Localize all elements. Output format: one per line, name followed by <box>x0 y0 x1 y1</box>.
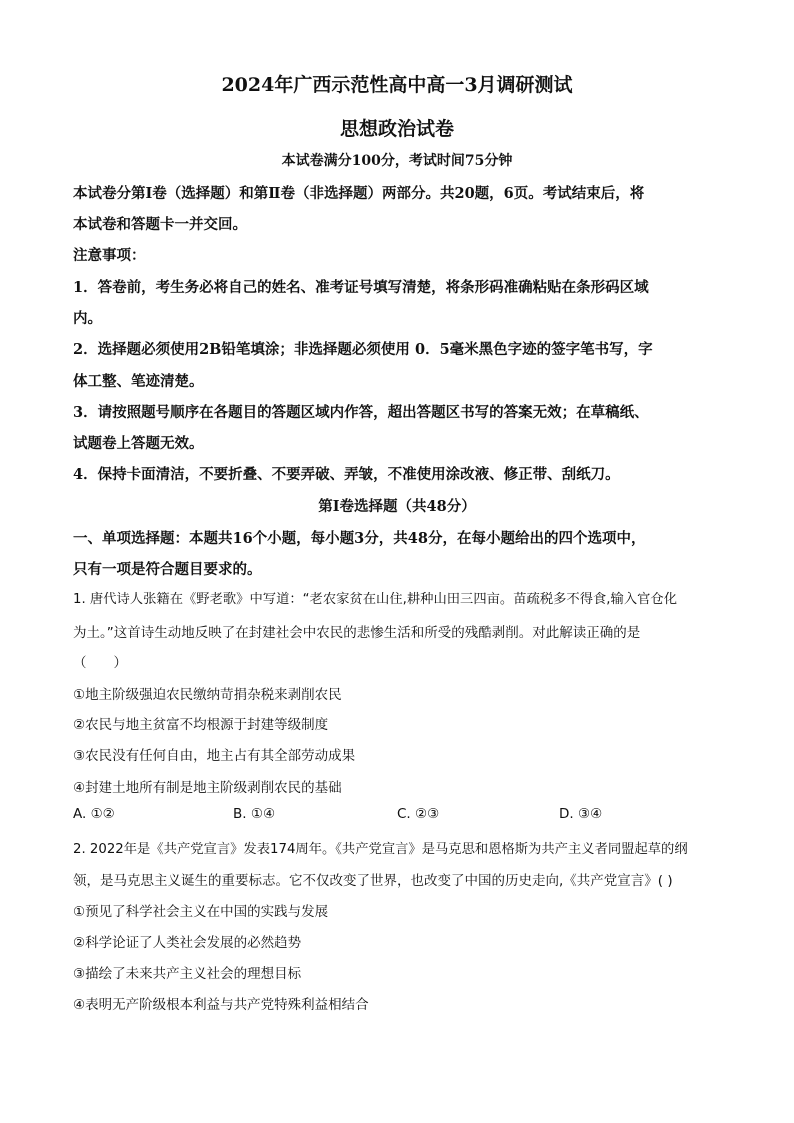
q2-stem-line-1: 2. 2022年是《共产党宣言》发表174周年。《共产党宣言》是马克思和恩格斯为共产主义者同盟起草的纲 <box>73 842 688 857</box>
note-2-cont: 体工整、笔迹清楚。 <box>73 373 204 390</box>
q2-stem-line-2: 领，是马克思主义诞生的重要标志。它不仅改变了世界，也改变了中国的历史走向,《共产党宣言》( ) <box>73 873 673 889</box>
q1-option-b: B. ①④ <box>233 806 276 822</box>
q1-option-d: D. ③④ <box>559 806 603 822</box>
intro-line-1: 本试卷分第Ⅰ卷（选择题）和第Ⅱ卷（非选择题）两部分。共20题，6页。考试结束后，将 <box>73 185 645 202</box>
q2-statement-4: ④表明无产阶级根本利益与共产党特殊利益相结合 <box>73 997 369 1013</box>
notes-heading: 注意事项： <box>73 247 146 264</box>
q2-statement-2: ②科学论证了人类社会发展的必然趋势 <box>73 935 302 951</box>
q1-option-a: A. ①② <box>73 806 115 822</box>
note-2: 2．选择题必须使用2B铅笔填涂；非选择题必须使用 0．5毫米黑色字迹的签字笔书写，字 <box>73 341 653 358</box>
note-3: 3．请按照题号顺序在各题目的答题区域内作答，超出答题区书写的答案无效；在草稿纸、 <box>73 404 649 421</box>
section-title: 第Ⅰ卷选择题（共48分） <box>318 498 476 515</box>
note-3-cont: 试题卷上答题无效。 <box>73 435 204 452</box>
q2-statement-3: ③描绘了未来共产主义社会的理想目标 <box>73 966 302 982</box>
exam-title: 2024年广西示范性高中高一3月调研测试 <box>221 74 573 96</box>
q1-statement-3: ③农民没有任何自由，地主占有其全部劳动成果 <box>73 748 356 764</box>
q2-statement-1: ①预见了科学社会主义在中国的实践与发展 <box>73 904 329 920</box>
note-1-cont: 内。 <box>73 310 102 327</box>
note-1: 1．答卷前，考生务必将自己的姓名、准考证号填写清楚，将条形码准确粘贴在条形码区域 <box>73 279 649 296</box>
q1-statement-1: ①地主阶级强迫农民缴纳苛捐杂税来剥削农民 <box>73 687 342 703</box>
q1-stem-line-3: （ ） <box>73 655 127 671</box>
q1-stem-line-1: 1. 唐代诗人张籍在《野老歌》中写道：“老农家贫在山住,耕种山田三四亩。苗疏税多不得食,输入官仓化 <box>73 592 678 607</box>
note-4: 4．保持卡面清洁，不要折叠、不要弄破、弄皱，不准使用涂改液、修正带、刮纸刀。 <box>73 466 620 483</box>
q1-statement-2: ②农民与地主贫富不均根源于封建等级制度 <box>73 717 329 733</box>
intro-line-2: 本试卷和答题卡一并交回。 <box>73 216 247 233</box>
q1-stem-line-2: 为土。”这首诗生动地反映了在封建社会中农民的悲惨生活和所受的残酷剥削。对此解读正确的是 <box>73 625 641 641</box>
section-instruction-1: 一、单项选择题：本题共16个小题，每小题3分，共48分，在每小题给出的四个选项中， <box>73 530 646 547</box>
subject-title: 思想政治试卷 <box>339 118 454 140</box>
q1-statement-4: ④封建土地所有制是地主阶级剥削农民的基础 <box>73 780 342 796</box>
q1-option-c: C. ②③ <box>397 806 440 822</box>
section-instruction-2: 只有一项是符合题目要求的。 <box>73 561 262 578</box>
exam-meta: 本试卷满分100分，考试时间75分钟 <box>281 153 513 169</box>
